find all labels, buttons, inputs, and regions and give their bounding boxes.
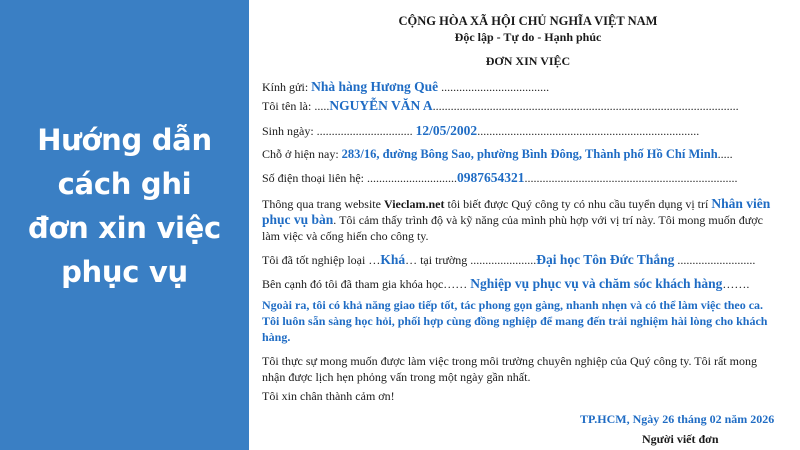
date-year-label: năm: [721, 412, 751, 426]
grad-rank: Khá: [380, 252, 406, 267]
banner-title: [0, 118, 249, 294]
name-value: NGUYỄN VĂN A: [329, 98, 433, 113]
dob-label: Sinh ngày: ................................: [262, 124, 416, 138]
phone-value: 0987654321: [456, 170, 525, 185]
date-month: 02: [709, 412, 722, 426]
course-line: [262, 276, 749, 292]
grad-school: Đại học Tôn Đức Thắng: [536, 252, 675, 267]
date-month-label: tháng: [674, 412, 710, 426]
dob-line: [262, 123, 699, 139]
intro-site: Vieclam.net: [383, 197, 445, 211]
grad-label: Tôi đã tốt nghiệp loại …: [262, 253, 381, 267]
name-dots: ......................................................................................................: [432, 99, 739, 113]
signer-label: Người viết đơn: [642, 432, 719, 446]
intro-post: . Tôi cảm thấy trình độ và kỹ năng của mình phù hợp với vị trí này. Tôi mong muốn được làm việc và cống hiến cho công ty.: [262, 213, 763, 243]
date-day-label: , Ngày: [626, 412, 663, 426]
recipient-label: Kính gửi:: [262, 80, 312, 94]
grad-mid: … tại trường ......................: [405, 253, 537, 267]
address-dots: .....: [717, 147, 733, 161]
intro-pre: Thông qua trang website: [262, 197, 384, 211]
date-line: [580, 412, 774, 427]
banner-line-4: phục vụ: [61, 255, 188, 289]
title-banner: [0, 0, 249, 450]
address-label: Chỗ ở hiện nay:: [262, 147, 342, 161]
hope-paragraph: Tôi thực sự mong muốn được làm việc trong môi trường chuyên nghiệp của Quý công ty. Tôi rất mong nhận được lịch hẹn phỏng vấn trong một ngày gần nhất.: [262, 354, 757, 384]
course-value: Nghiệp vụ phục vụ và chăm sóc khách hàng: [470, 276, 723, 291]
date-year: 2026: [750, 412, 775, 426]
dob-value: 12/05/2002: [415, 123, 478, 138]
course-dots: …….: [722, 277, 750, 291]
date-day: 26: [662, 412, 675, 426]
national-motto: Độc lập - Tự do - Hạnh phúc: [454, 30, 602, 44]
banner-line-1: Hướng dẫn: [37, 123, 212, 157]
intro-mid: tôi biết được Quý công ty có nhu cầu tuyển dụng vị trí: [444, 197, 712, 211]
banner-line-2: cách ghi: [57, 167, 192, 201]
phone-dots: .......................................................................: [524, 171, 738, 185]
intro-position: Nhân viên phục vụ bàn: [262, 196, 771, 227]
recipient-line: [262, 79, 549, 95]
grad-dots: ..........................: [674, 253, 756, 267]
application-form: [258, 0, 798, 450]
address-value: 283/16, đường Bông Sao, phường Bình Đông, Thành phố Hồ Chí Minh: [341, 147, 718, 161]
national-header: CỘNG HÒA XÃ HỘI CHỦ NGHĨA VIỆT NAM: [398, 14, 658, 28]
name-line: [262, 98, 739, 114]
recipient-dots: ....................................: [438, 80, 550, 94]
address-line: [262, 147, 733, 162]
thanks-line: Tôi xin chân thành cảm ơn!: [262, 389, 395, 403]
name-label: Tôi tên là: .....: [262, 99, 330, 113]
graduation-line: [262, 252, 755, 268]
banner-line-3: đơn xin việc: [28, 211, 221, 245]
intro-paragraph: [262, 196, 772, 244]
date-place: TP.HCM: [580, 412, 627, 426]
form-title: ĐƠN XIN VIỆC: [485, 54, 571, 68]
recipient-value: Nhà hàng Hương Quê: [311, 79, 439, 94]
skills-paragraph: Ngoài ra, tôi có khả năng giao tiếp tốt, tác phong gọn gàng, nhanh nhẹn và có thể làm việc theo ca. Tôi luôn sẵn sàng học hỏi, phối hợp cùng đồng nghiệp để mang đến trải nghiệm hài lòng cho khách hàng.: [262, 298, 768, 344]
dob-dots: ..........................................................................: [477, 124, 700, 138]
phone-line: [262, 170, 737, 186]
phone-label: Số điện thoại liên hệ: ..............................: [262, 171, 457, 185]
course-label: Bên cạnh đó tôi đã tham gia khóa học……: [262, 277, 471, 291]
